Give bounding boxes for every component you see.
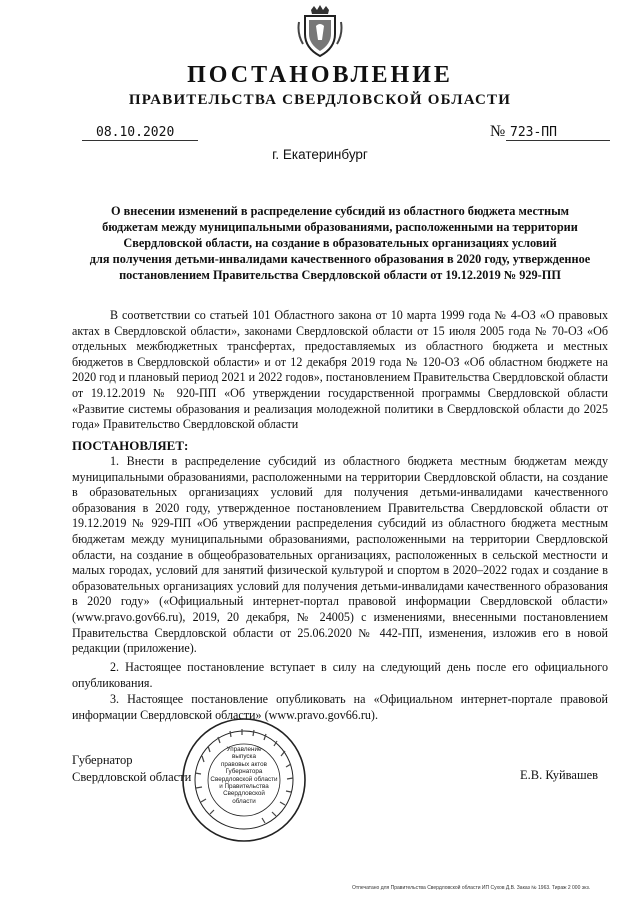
document-number: 723-ПП bbox=[506, 125, 610, 141]
heading-line: постановлением Правительства Свердловской области от 19.12.2019 № 929-ПП bbox=[119, 268, 561, 282]
document-subtitle: ПРАВИТЕЛЬСТВА СВЕРДЛОВСКОЙ ОБЛАСТИ bbox=[128, 92, 512, 108]
signatory-name: Е.В. Куйвашев bbox=[520, 768, 599, 782]
stamp-line: Губернатора bbox=[225, 768, 263, 776]
number-sign: № bbox=[490, 123, 506, 140]
stamp-inner-text bbox=[210, 746, 278, 805]
heading-line: для получения детьми-инвалидами качественного образования в 2020 году, утвержденное bbox=[89, 252, 591, 266]
stamp-line: Свердловской bbox=[223, 790, 265, 798]
stamp-line: Управление bbox=[226, 746, 262, 753]
signatory-position bbox=[72, 752, 191, 786]
stamp-line: правовых актов bbox=[221, 760, 267, 768]
document-date: 08.10.2020 bbox=[82, 125, 198, 141]
paragraph-1: 1. Внести в распределение субсидий из областного бюджета местным бюджетам между муниципальными образованиями, расположенными на территории Свердловской области, на создание в образовательных организациях условий для получения детьми-инвалидами качественного образования в 2020 году, утвержденное постановлением Правительства Свердловской области от 19.12.2019 № 929-ПП «Об утверждении распределения субсидий из областного бюджета местным бюджетам между муниципальными образованиями, расположенными на территории Свердловской области, на создание в общеобразовательных организациях, расположенных в сельской местности и малых городах, условий для занятий физической культурой и спортом в 2020–2022 годах и создание в образовательных организациях условий для получения детьми-инвалидами качественного образования в 2020 году» («Официальный интернет-портал правовой информации Свердловской области» (www.pravo.gov66.ru), 2019, 20 декабря, № 24005) с изменениями, внесенными постановлением Правительства Свердловской области от 25.06.2020 № 442-ПП, изменения, изложив его в новой редакции (приложение). bbox=[72, 454, 608, 656]
city: г. Екатеринбург bbox=[272, 147, 368, 162]
document-title: ПОСТАНОВЛЕНИЕ bbox=[187, 62, 453, 88]
stamp-line: области bbox=[232, 797, 256, 805]
coat-of-arms-icon bbox=[297, 4, 343, 58]
stamp-line: и Правительства bbox=[219, 783, 269, 791]
heading-line: О внесении изменений в распределение субсидий из областного бюджета местным bbox=[110, 204, 570, 218]
document-heading bbox=[72, 203, 608, 283]
stamp-line: выпуска bbox=[232, 753, 256, 761]
preamble-paragraph: В соответствии со статьей 101 Областного закона от 10 марта 1999 года № 4-ОЗ «О правовых актах в Свердловской области», законами Свердловской области от 15 июля 2005 года № 70-ОЗ «Об отдельных межбюджетных трансфертах, предоставляемых из областного бюджета и местных бюджетов в Свердловской области» и от 12 декабря 2019 года № 120-ОЗ «Об областном бюджете на 2020 год и плановый период 2021 и 2022 годов», постановлением Правительства Свердловской области от 19.12.2019 № 920-ПП «Об утверждении государственной программы Свердловской области «Развитие системы образования и реализация молодежной политики в Свердловской области до 2025 года» Правительство Свердловской области bbox=[72, 308, 608, 432]
print-footer: Отпечатано для Правительства Свердловской области ИП Сухов Д.В. Заказ № 1963. Тираж 2 000 экз. bbox=[352, 885, 591, 891]
signatory-position-line: Губернатор bbox=[72, 753, 133, 767]
stamp-line: Свердловской области bbox=[210, 775, 278, 783]
heading-line: Свердловской области, на создание в образовательных организациях условий bbox=[123, 236, 557, 250]
signatory-position-line: Свердловской области bbox=[72, 770, 192, 784]
resolves-label: ПОСТАНОВЛЯЕТ: bbox=[72, 438, 189, 453]
paragraph-3: 3. Настоящее постановление опубликовать на «Официальном интернет-портале правовой информации Свердловской области» (www.pravo.gov66.ru). bbox=[72, 692, 608, 722]
heading-line: бюджетам между муниципальными образованиями, расположенными на территории bbox=[102, 220, 578, 234]
paragraph-2: 2. Настоящее постановление вступает в силу на следующий день после его официального опубликования. bbox=[72, 660, 608, 690]
